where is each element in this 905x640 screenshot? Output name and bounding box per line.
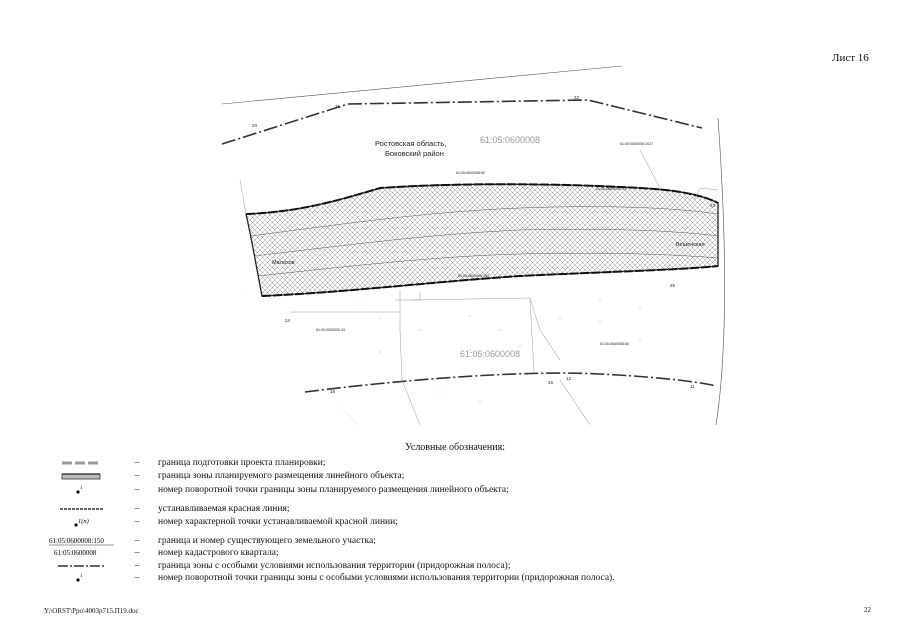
linear-object-zone-symbol	[44, 470, 116, 482]
footer-file-path: Y:\ORST\Ppo\4003p715.П19.doc	[44, 607, 139, 615]
parcel-label: 61:05:0600008:2027	[620, 142, 653, 146]
point-label: 18	[330, 389, 336, 394]
legend-item-red-line-point	[44, 516, 764, 528]
legend-dash: –	[134, 458, 140, 468]
region-line-2: Боковский район	[385, 149, 444, 158]
quarter-label-top: 61:05:0600008	[480, 135, 541, 145]
legend-text: номер поворотной точки границы зоны планируемого размещения линейного объекта;	[158, 485, 509, 495]
point-label: 21	[335, 104, 341, 109]
village-right: Вешенская	[676, 242, 705, 248]
legend-dash: –	[134, 485, 140, 495]
legend-dash: –	[134, 561, 140, 571]
legend-text: номер поворотной точки границы зоны с особыми условиями использования территории (придорожная полоса).	[158, 573, 615, 583]
svg-text:1(n): 1(n)	[78, 518, 89, 525]
planning-boundary-right	[716, 118, 725, 425]
legend-text: граница зоны планируемого размещения линейного объекта;	[158, 471, 405, 481]
parcel-label: 61:05:0600008:82	[456, 171, 485, 175]
legend-item-roadside-point	[44, 572, 764, 584]
roadside-zone-upper	[222, 100, 702, 144]
planning-boundary-top	[222, 66, 622, 104]
legend-item-parcel	[44, 535, 764, 547]
svg-text:1: 1	[80, 574, 83, 579]
legend-text: номер кадастрового квартала;	[158, 548, 279, 558]
legend-dash: –	[134, 517, 140, 527]
roadside-zone-lower	[305, 373, 716, 392]
point-label: 16	[548, 380, 554, 385]
quarter-symbol	[44, 547, 116, 559]
turn-point-symbol	[44, 484, 116, 496]
legend-text: граница и номер существующего земельного участка;	[158, 536, 376, 546]
planning-boundary-symbol	[44, 457, 116, 469]
village-left: Малахов	[272, 260, 295, 266]
svg-text:61:05:0600008: 61:05:0600008	[54, 549, 97, 557]
quarter-label-bottom: 61:05:0600008	[460, 349, 521, 359]
legend-item-quarter	[44, 547, 764, 559]
parcel-label: 61:00:0000000:43	[316, 328, 345, 332]
roadside-point-symbol	[44, 572, 116, 584]
legend-text: номер характерной точки устанавливаемой красной линии;	[158, 517, 398, 527]
roadside-zone-symbol	[44, 560, 116, 572]
page-number: 22	[864, 606, 871, 614]
legend-text: граница зоны с особыми условиями использования территории (придорожная полоса);	[158, 561, 511, 571]
svg-text:61:05:0600008:150: 61:05:0600008:150	[49, 537, 104, 545]
legend-text: граница подготовки проекта планировки;	[158, 458, 326, 468]
legend-item-planning-boundary	[44, 457, 764, 469]
parcel-symbol	[44, 535, 116, 547]
region-line-1: Ростовская область,	[375, 139, 447, 148]
sheet-label: Лист 16	[832, 52, 869, 64]
point-label: 20	[252, 123, 258, 128]
legend-dash: –	[134, 548, 140, 558]
legend-dash: –	[134, 504, 140, 514]
point-label: 22	[574, 95, 580, 100]
legend-text: устанавливаемая красная линия;	[158, 504, 290, 514]
legend-dash: –	[134, 573, 140, 583]
legend-item-roadside-zone	[44, 560, 764, 572]
point-label: 24	[285, 318, 291, 323]
point-label: 11	[690, 384, 695, 389]
red-line-symbol	[44, 503, 116, 515]
red-line-point-symbol	[44, 516, 116, 528]
point-label: 12	[566, 376, 572, 381]
parcel-label: 61:05:0600008:150	[458, 274, 489, 278]
parcel-label: 61:05:0600008:60	[600, 342, 629, 346]
legend-title: Условные обозначения:	[405, 442, 506, 453]
legend-item-linear-object-zone	[44, 470, 764, 482]
legend-item-turn-point	[44, 484, 764, 496]
legend-item-red-line	[44, 503, 764, 515]
legend-dash: –	[134, 471, 140, 481]
parcel-label: 61:05:0600008:110	[596, 187, 627, 191]
svg-text:1: 1	[80, 486, 83, 491]
point-label: 25	[670, 283, 676, 288]
legend-dash: –	[134, 536, 140, 546]
point-label: 23	[710, 203, 716, 208]
